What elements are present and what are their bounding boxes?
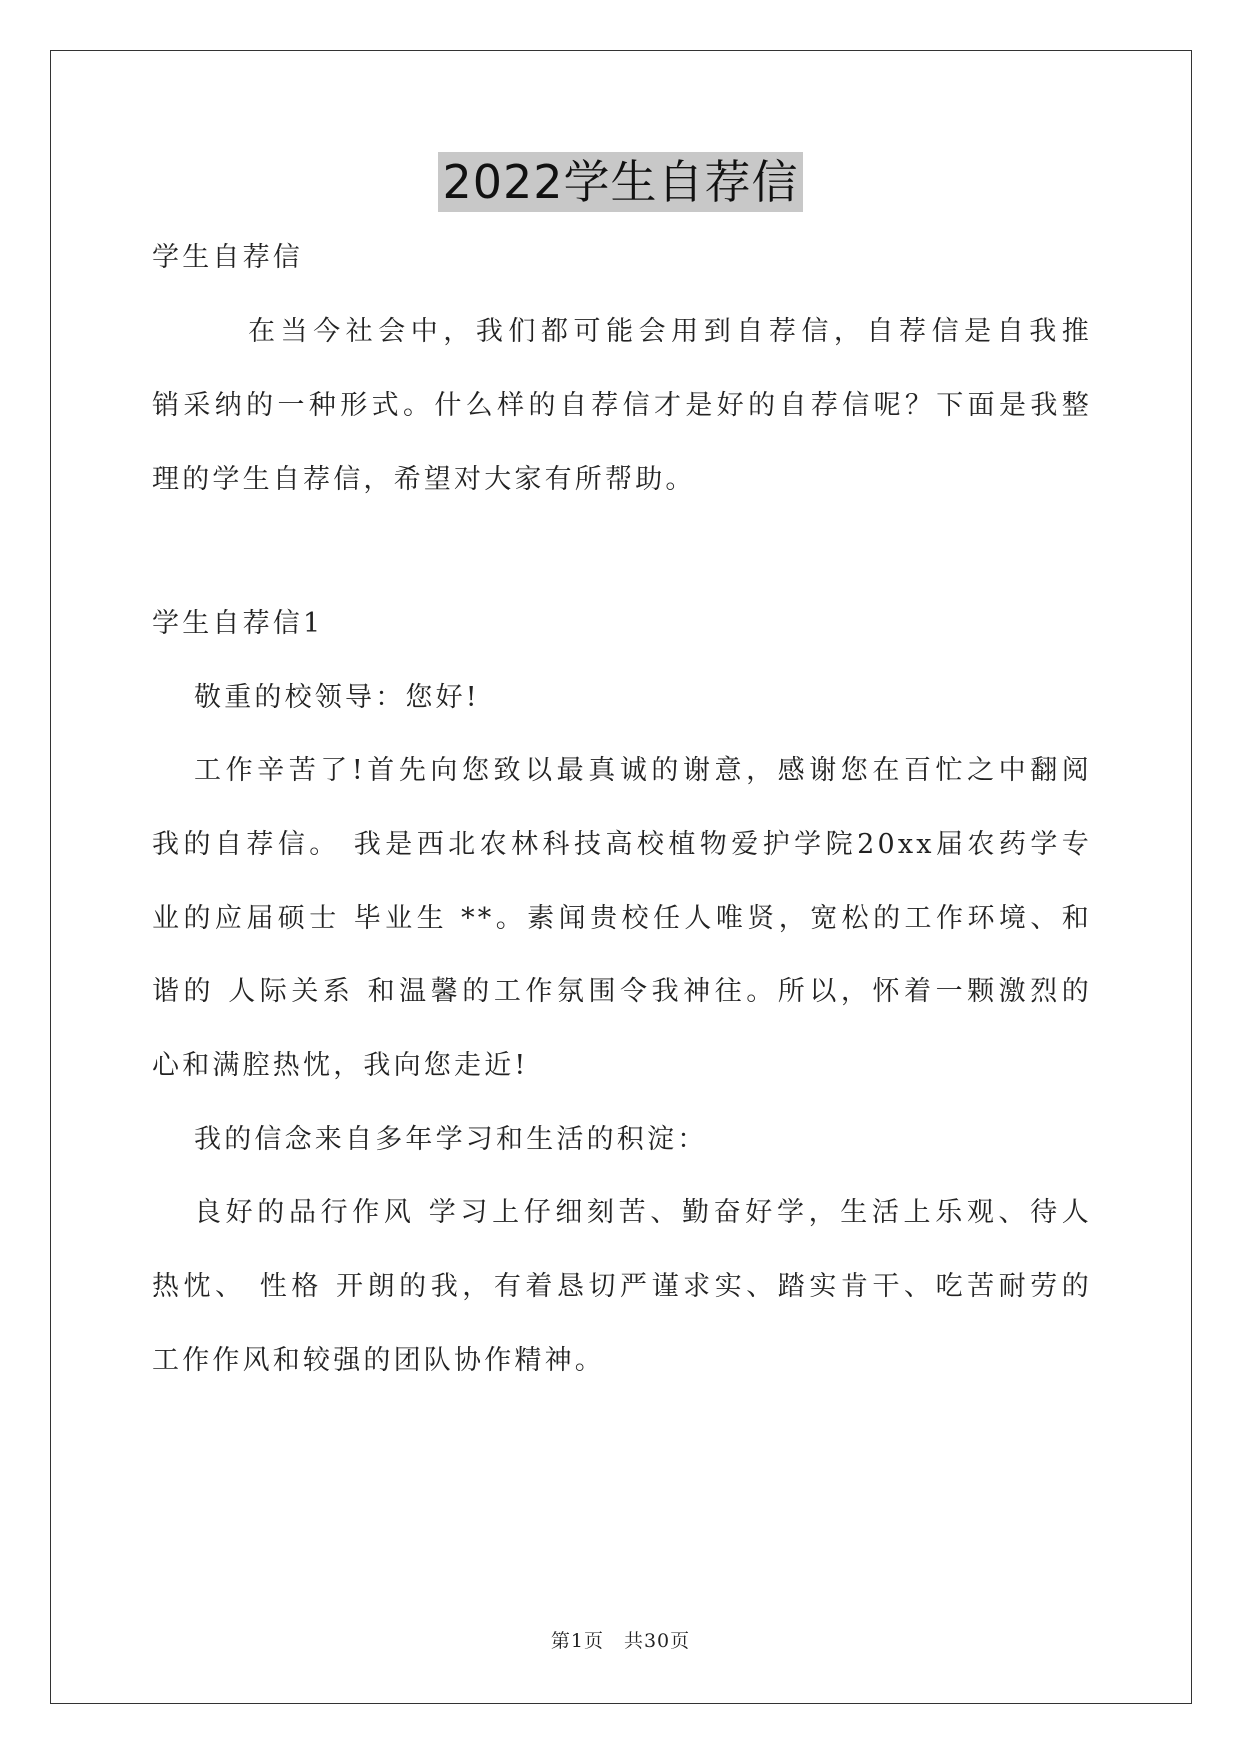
- paragraph-line: 销采纳的一种形式。什么样的自荐信才是好的自荐信呢？下面是我整: [152, 390, 1092, 421]
- paragraph-line: 工作作风和较强的团队协作精神。: [152, 1345, 605, 1376]
- paragraph-line: 我的信念来自多年学习和生活的积淀：: [194, 1124, 708, 1155]
- page-border: [50, 50, 1192, 1704]
- document-title-container: [0, 152, 1241, 212]
- document-title: 2022学生自荐信: [438, 152, 802, 212]
- paragraph-line: 在当今社会中，我们都可能会用到自荐信，自荐信是自我推: [248, 316, 1092, 347]
- paragraph-line: 热忱、 性格 开朗的我，有着恳切严谨求实、踏实肯干、吃苦耐劳的: [152, 1271, 1092, 1302]
- paragraph-line: 理的学生自荐信，希望对大家有所帮助。: [152, 464, 696, 495]
- paragraph-line: 心和满腔热忱，我向您走近!: [152, 1050, 529, 1081]
- section-heading-intro: 学生自荐信: [152, 242, 303, 273]
- salutation-line: 敬重的校领导：您好!: [194, 682, 480, 713]
- paragraph-line: 良好的品行作风 学习上仔细刻苦、勤奋好学，生活上乐观、待人: [194, 1197, 1092, 1228]
- paragraph-line: 谐的 人际关系 和温馨的工作氛围令我神往。所以，怀着一颗激烈的: [152, 976, 1092, 1007]
- paragraph-line: 工作辛苦了!首先向您致以最真诚的谢意，感谢您在百忙之中翻阅: [194, 755, 1092, 786]
- paragraph-line: 我的自荐信。 我是西北农林科技高校植物爱护学院20xx届农药学专: [152, 829, 1092, 860]
- section-heading-letter-1: 学生自荐信1: [152, 608, 324, 639]
- page-footer: 第1页 共30页: [550, 1630, 691, 1652]
- paragraph-line: 业的应届硕士 毕业生 **。素闻贵校任人唯贤，宽松的工作环境、和: [152, 903, 1092, 934]
